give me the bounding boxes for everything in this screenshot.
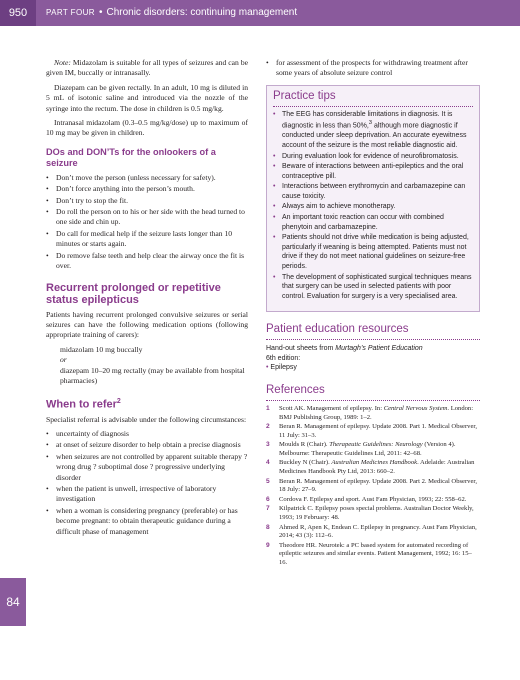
dose-option-1: midazolam 10 mg buccally (60, 344, 143, 354)
bullet-icon: • (273, 110, 276, 118)
page-number: 950 (0, 0, 36, 26)
bullet-icon: • (46, 207, 49, 217)
bullet-icon: • (266, 58, 269, 67)
dose-option-2: diazepam 10–20 mg rectally (may be available from hospital pharmacies) (60, 365, 245, 385)
diazepam-paragraph: Diazepam can be given rectally. In an adult, 10 mg is diluted in 5 mL of isotonic saline and introduced via the nozzle of the syringe into the rectum. The dose in children is 0.5 mg/kg. (46, 82, 248, 113)
refer-citation: 2 (116, 398, 121, 406)
left-column (46, 58, 248, 541)
bullet-icon: • (273, 203, 276, 211)
list-item: • Do remove false teeth and help clear the airway once the fit is over. (46, 250, 245, 271)
list-item: • The EEG has considerable limitations in diagnosis. It is diagnostic in less than 50%,$^3$ although more diagnostic if conducted under sleep deprivation. An accurate eyewitness account of the seizure is the most reliable diagnostic aid. (273, 110, 467, 149)
list-item: • During evaluation look for evidence of neurofibromatosis. (273, 152, 459, 160)
practice-tips-box (266, 85, 480, 313)
list-item: • for assessment of the prospects for withdrawing treatment after some years of absolute seizure control (266, 58, 468, 78)
reference-item: 1 Scott AK. Management of epilepsy. In: Central Nervous System. London: BMJ Publishing Group, 1989: 1–2. (266, 404, 474, 421)
list-item: • uncertainty of diagnosis (46, 428, 129, 438)
list-item: • Patients should not drive while medication is being adjusted, particularly if weaning is being attempted. Patients must not drive if they do not meet national guidelines on seizure-free periods. (273, 234, 469, 271)
midazolam-paragraph: Intranasal midazolam (0.3–0.5 mg/kg/dose) up to maximum of 10 mg may be given in children. (46, 118, 248, 138)
bullet-icon: • (273, 273, 276, 281)
bullet-icon: • (46, 184, 49, 194)
bullet-icon: • (46, 505, 49, 515)
refer-heading: When to refer$^2$ (46, 398, 121, 411)
practice-tips-title: Practice tips (273, 89, 473, 107)
bullet-icon: • (266, 364, 269, 372)
page-header (0, 0, 520, 26)
bullet-icon: • (46, 483, 49, 493)
list-item: • Don’t force anything into the person’s mouth. (46, 184, 195, 194)
bullet-icon: • (273, 152, 276, 160)
chapter-tab: 84 (0, 578, 26, 626)
dos-list (46, 173, 248, 272)
reference-item: 6 Cordova F. Epilepsy and sport. Aust Fam Physician, 1993; 22: 558–62. (266, 495, 467, 503)
refer-list (46, 429, 248, 537)
bullet-icon: • (46, 172, 49, 182)
reference-item: 8 Ahmed R, Apen K, Endean C. Epilepsy in pregnancy. Aust Fam Physician, 2014; 43 (3): 112–6. (266, 523, 477, 540)
reference-item: 2 Beran R. Management of epilepsy. Update 2008. Part 1. Medical Observer, 11 July: 31–3. (266, 423, 477, 439)
bullet-icon: • (46, 428, 49, 438)
dose-or: or (60, 355, 67, 365)
right-column (266, 58, 480, 569)
list-item: • when a woman is considering pregnancy (preferable) or has become pregnant: to obtain therapeutic guidance during a difficult phase of management (46, 505, 238, 536)
bullet-icon: • (46, 451, 49, 461)
dos-heading: DOs and DON’Ts for the onlookers of a seizure (46, 146, 216, 168)
reference-item: 7 Kilpatrick C. Epilepsy poses special problems. Australian Doctor Weekly, 1993; 19 February: 48. (266, 505, 474, 522)
chapter-title: Chronic disorders: continuing management (106, 7, 298, 18)
reference-item: 9 Theodore HR. Neurotek: a PC based system for automated recording of epileptic seizures and similar events. Patient Management, 1992; 16: 15–16. (266, 541, 472, 567)
reference-item: 4 Buckley N (Chair). Australian Medicines Handbook. Adelaide: Australian Medicines Handbook Pty Ltd, 2013: 660–2. (266, 459, 475, 476)
handout-source: Hand-out sheets from Murtagh’s Patient Education (266, 345, 423, 353)
refer-list-continued (266, 58, 480, 79)
handout-block (266, 344, 480, 373)
list-item: • Always aim to achieve monotherapy. (273, 203, 396, 211)
bullet-icon: • (273, 214, 276, 222)
reference-item: 5 Beran R. Management of epilepsy. Update 2008. Part 2. Medical Observer, 18 July: 27–9. (266, 477, 477, 494)
list-item: • Do call for medical help if the seizure lasts longer than 10 minutes or starts again. (46, 228, 233, 249)
bullet-icon: • (46, 250, 49, 260)
status-paragraph: Patients having recurrent prolonged convulsive seizures or serial seizures can have the following medication options (following appropriate training of carers): (46, 309, 248, 340)
list-item: • Beware of interactions between anti-epileptics and the oral contraceptive pill. (273, 163, 464, 180)
patient-education-title: Patient education resources (266, 322, 480, 340)
reference-item: 3 Moulds R (Chair). Therapeutic Guidelines: Neurology (Version 4). Melbourne: Therapeutic Guidelines Ltd, 2011: 42–68. (266, 441, 456, 457)
list-item: • when the patient is unwell, irrespective of laboratory investigation (46, 483, 217, 504)
status-heading: Recurrent prolonged or repetitive status epilepticus (46, 281, 221, 306)
handout-book-title: Murtagh’s Patient Education (335, 345, 423, 353)
list-item: • Don’t move the person (unless necessary for safety). (46, 172, 216, 182)
bullet-icon: • (46, 195, 49, 205)
list-item: • at onset of seizure disorder to help obtain a precise diagnosis (46, 440, 241, 450)
running-head (46, 0, 297, 26)
list-item: • Interactions between erythromycin and carbamazepine can cause toxicity. (273, 183, 466, 200)
note-label: Note: (54, 58, 71, 67)
list-item: • The development of sophisticated surgical techniques means that surgery can be used in selected patients with poor control. Evaluation for surgery is a very specialised area. (273, 273, 472, 300)
dose-options (60, 345, 248, 387)
handout-edition: 6th edition: (266, 354, 301, 362)
bullet-icon: • (273, 163, 276, 171)
bullet-icon: • (46, 440, 49, 450)
part-label: PART FOUR (46, 8, 95, 17)
references-title: References (266, 383, 480, 401)
list-item: • when seizures are not controlled by apparent suitable therapy ? wrong drug ? suboptimal dose ? progressive underlying disorder (46, 451, 248, 482)
refer-paragraph: Specialist referral is advisable under the following circumstances: (46, 414, 247, 424)
list-item: • Do roll the person on to his or her side with the head turned to one side and chin up. (46, 207, 245, 227)
practice-tips-list (273, 110, 473, 302)
bullet-icon: • (273, 183, 276, 191)
list-item: • Don’t try to stop the fit. (46, 195, 128, 205)
handout-item: • Epilepsy (266, 364, 297, 372)
list-item: • An important toxic reaction can occur with combined phenytoin and carbamazepine. (273, 214, 444, 231)
note-text: Midazolam is suitable for all types of seizures and can be given IM, buccally or intranasally. (46, 58, 248, 78)
bullet-icon: • (273, 234, 276, 242)
bullet-icon: • (46, 228, 49, 238)
references-list (266, 405, 480, 568)
note-paragraph (46, 58, 248, 79)
running-separator: • (98, 7, 103, 18)
